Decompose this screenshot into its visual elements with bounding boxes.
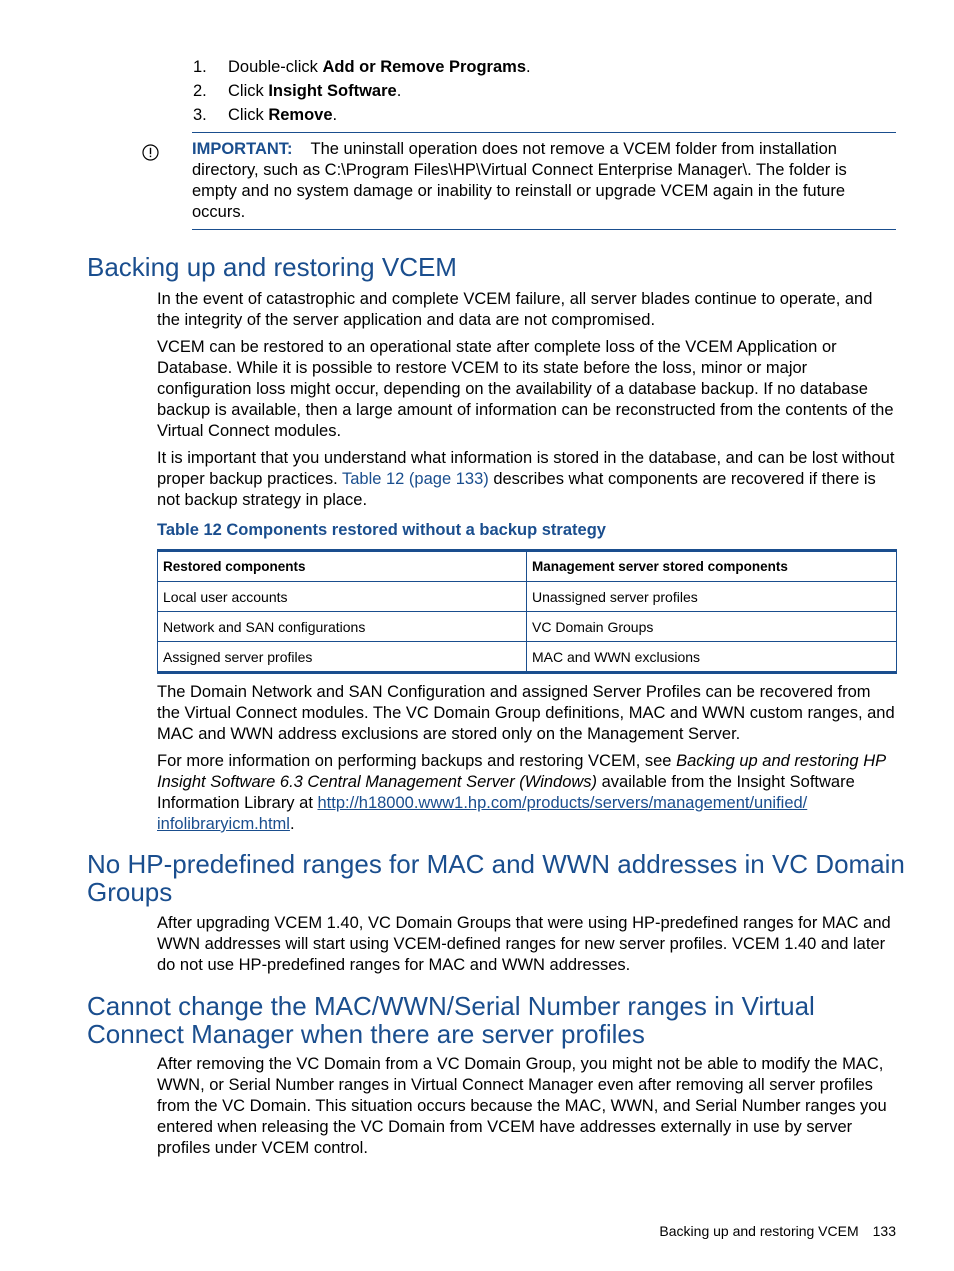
- paragraph: It is important that you understand what information is stored in the database, and can be lost without proper backup practices. Table 12 (page 133) describes what components are recovered if there is not backup strategy in place.: [157, 449, 895, 509]
- table-row: [158, 582, 897, 612]
- step-text: Click Insight Software.: [228, 82, 402, 100]
- step-text: Double-click Add or Remove Programs.: [228, 58, 531, 76]
- important-top-rule: [192, 132, 896, 133]
- paragraph: After upgrading VCEM 1.40, VC Domain Groups that were using HP-predefined ranges for MAC and WWN addresses will start using VCEM-defined ranges for new server profiles. VCEM 1.40 and later do not use HP-predefined ranges for MAC and WWN addresses.: [157, 914, 891, 974]
- important-note: [192, 139, 896, 223]
- important-label: IMPORTANT:: [192, 140, 293, 158]
- table-cell: Network and SAN configurations: [158, 612, 527, 642]
- step-item: [193, 55, 893, 79]
- components-table: [157, 549, 897, 674]
- important-bottom-rule: [192, 229, 896, 230]
- important-icon: [142, 144, 159, 161]
- table-cell: Assigned server profiles: [158, 642, 527, 673]
- step-item: [193, 103, 893, 127]
- table-caption: Table 12 Components restored without a backup strategy: [157, 521, 606, 539]
- page-footer: [540, 1221, 896, 1241]
- step-text: Click Remove.: [228, 106, 338, 124]
- important-text: The uninstall operation does not remove a VCEM folder from installation directory, such as C:\Program Files\HP\Virtual Connect Enterprise Manager\. The folder is empty and no system damage or inability to reinstall or upgrade VCEM again in the future occurs.: [192, 140, 847, 221]
- table-cell: MAC and WWN exclusions: [527, 642, 897, 673]
- paragraph: VCEM can be restored to an operational state after complete loss of the VCEM Application or Database. While it is possible to restore VCEM to its state before the loss, minor or major configuration loss might occur, depending on the availability of a database backup. If no database backup is available, then a large amount of information can be reconstructed from the contents of the Virtual Connect modules.: [157, 338, 894, 440]
- section-heading-predefined-ranges: No HP-predefined ranges for MAC and WWN addresses in VC Domain Groups: [87, 849, 905, 907]
- footer-section-title: Backing up and restoring VCEM: [659, 1223, 859, 1239]
- table-header-cell: Restored components: [158, 551, 527, 582]
- step-item: [193, 79, 893, 103]
- paragraph: For more information on performing backups and restoring VCEM, see Backing up and restoring HP Insight Software 6.3 Central Management Server (Windows) available from the Insight Software Information Library at http://h18000.www1.hp.com/products/servers/management/unified/ infolibraryicm.html.: [157, 752, 886, 833]
- numbered-steps: [193, 55, 893, 127]
- section-heading-backup: Backing up and restoring VCEM: [87, 252, 457, 282]
- table-row: [158, 612, 897, 642]
- table-cell: Unassigned server profiles: [527, 582, 897, 612]
- info-library-link[interactable]: http://h18000.www1.hp.com/products/servers/management/unified/ infolibraryicm.html: [157, 794, 808, 833]
- table-link[interactable]: Table 12 (page 133): [341, 470, 489, 488]
- paragraph: The Domain Network and SAN Configuration and assigned Server Profiles can be recovered from the Virtual Connect modules. The VC Domain Group definitions, MAC and WWN custom ranges, and MAC and WWN address exclusions are stored only on the Management Server.: [157, 683, 895, 743]
- paragraph: In the event of catastrophic and complete VCEM failure, all server blades continue to operate, and the integrity of the server application and data are not compromised.: [157, 290, 873, 329]
- step-number: 3.: [193, 106, 207, 124]
- table-header-row: [158, 551, 897, 582]
- table-cell: Local user accounts: [158, 582, 527, 612]
- paragraph: After removing the VC Domain from a VC Domain Group, you might not be able to modify the MAC, WWN, or Serial Number ranges in Virtual Connect Manager even after removing all server profiles from the VC Domain. This situation occurs because the MAC, WWN, and Serial Number ranges you entered when releasing the VC Domain from VCEM have addresses externally in use by server profiles under VCEM control.: [157, 1055, 887, 1157]
- section-heading-cannot-change-ranges: Cannot change the MAC/WWN/Serial Number ranges in Virtual Connect Manager when there are server profiles: [87, 991, 815, 1049]
- page-number: 133: [872, 1223, 896, 1239]
- table-row: [158, 642, 897, 673]
- table-header-cell: Management server stored components: [527, 551, 897, 582]
- step-number: 2.: [193, 82, 207, 100]
- table-cell: VC Domain Groups: [527, 612, 897, 642]
- step-number: 1.: [193, 58, 207, 76]
